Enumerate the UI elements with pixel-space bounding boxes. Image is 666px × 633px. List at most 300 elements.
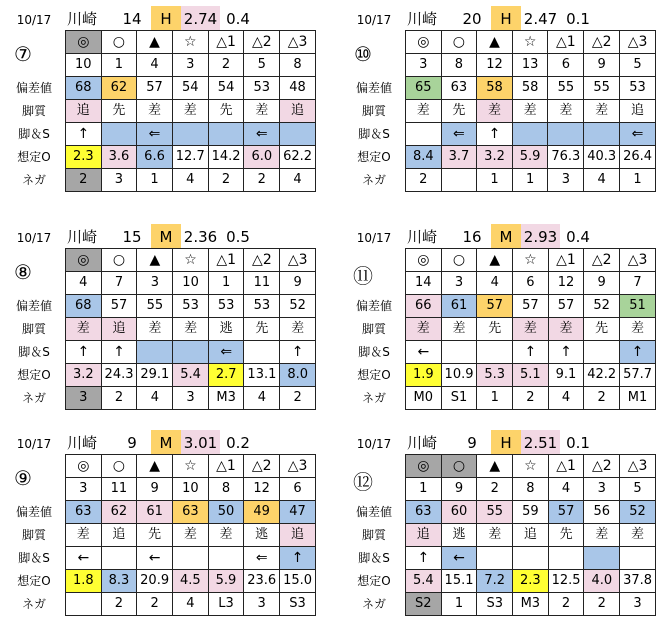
negative-cell: 1 (620, 169, 656, 192)
running-style-cell: 差 (513, 318, 549, 341)
running-style-cell: 先 (137, 524, 173, 547)
speed-arrow-cell: ← (406, 341, 442, 364)
grid-row-marks (406, 455, 656, 478)
expected-odds-cell: 5.3 (477, 364, 513, 387)
grid-row-odds (406, 146, 656, 169)
track-name: 川崎 (406, 434, 437, 452)
expected-odds-cell: 5.9 (208, 570, 244, 593)
running-style-cell: 差 (244, 100, 280, 123)
grid-row-dev (66, 295, 316, 318)
negative-cell: 2 (280, 387, 316, 410)
pace-grade: M (151, 224, 181, 248)
mark-cell: ☆ (513, 455, 549, 478)
mark-cell: ◎ (406, 249, 442, 272)
running-style-cell: 差 (137, 318, 173, 341)
row-label: 想定O (17, 150, 51, 164)
expected-odds-cell: 12.7 (172, 146, 208, 169)
negative-cell: 4 (548, 387, 584, 410)
horse-number-cell: 5 (620, 478, 656, 501)
grid-row-horses (406, 272, 656, 295)
deviation-cell: 60 (441, 501, 477, 524)
expected-odds-cell: 5.9 (512, 146, 548, 169)
index-value: 3.01 (181, 430, 220, 454)
expected-odds-cell: 62.2 (280, 146, 316, 169)
expected-odds-cell: 23.6 (244, 570, 280, 593)
horse-number-cell: 9 (584, 272, 620, 295)
track-name: 川崎 (66, 228, 97, 246)
expected-odds-cell: 12.5 (548, 570, 584, 593)
mark-cell: ○ (441, 455, 477, 478)
row-label: 偏差値 (15, 299, 52, 313)
running-style-cell: 差 (548, 100, 584, 123)
negative-cell: 2 (208, 169, 244, 192)
speed-arrow-cell (513, 547, 549, 570)
grid-row-horses (66, 272, 316, 295)
index-value: 2.74 (181, 6, 220, 30)
grid-row-nega (66, 593, 316, 616)
mark-cell: ▲ (477, 31, 513, 54)
negative-cell: 2 (406, 169, 442, 192)
row-label: 想定O (17, 574, 51, 588)
speed-arrow-cell (101, 123, 137, 146)
speed-arrow-cell: ⇐ (208, 341, 244, 364)
row-label: ネガ (21, 173, 46, 187)
horse-number-cell: 3 (406, 54, 442, 77)
negative-cell: 2 (548, 593, 584, 616)
mark-cell: ☆ (172, 31, 208, 54)
speed-arrow-cell (584, 123, 620, 146)
deviation-cell: 59 (513, 501, 549, 524)
grid-row-odds (406, 364, 656, 387)
mark-cell: ☆ (173, 249, 209, 272)
deviation-cell: 57 (548, 295, 584, 318)
horse-number-cell: 10 (66, 54, 102, 77)
horse-number-cell: 2 (477, 478, 513, 501)
row-label: 脚質 (361, 104, 386, 118)
running-style-cell: 差 (477, 100, 513, 123)
deviation-cell: 68 (66, 295, 102, 318)
race-number: ⑧ (14, 260, 32, 284)
deviation-cell: 54 (208, 77, 244, 100)
horse-number-cell: 12 (244, 478, 280, 501)
mark-cell: △1 (208, 455, 244, 478)
speed-arrow-cell: ⇐ (244, 547, 280, 570)
expected-odds-cell: 6.6 (137, 146, 173, 169)
mark-cell: ○ (441, 31, 477, 54)
speed-arrow-cell (584, 547, 620, 570)
grid-row-marks (406, 249, 656, 272)
running-style-cell: 差 (173, 318, 209, 341)
horse-number-cell: 14 (406, 272, 442, 295)
expected-odds-cell: 4.0 (584, 570, 620, 593)
speed-arrow-cell (173, 547, 209, 570)
expected-odds-cell: 42.2 (584, 364, 620, 387)
race-panel (346, 6, 656, 209)
negative-cell: 4 (280, 169, 316, 192)
negative-cell: 2 (66, 169, 102, 192)
negative-cell: 2 (101, 593, 137, 616)
speed-arrow-cell (208, 547, 244, 570)
row-label: 脚質 (21, 322, 46, 336)
negative-cell: 4 (244, 387, 280, 410)
field-size: 20 (462, 10, 482, 28)
expected-odds-cell: 13.1 (244, 364, 280, 387)
grid-row-dev (66, 501, 316, 524)
mark-cell: △2 (244, 249, 280, 272)
deviation-cell: 52 (620, 501, 656, 524)
horse-number-cell: 9 (441, 478, 477, 501)
row-label: ネガ (361, 391, 386, 405)
race-date: 10/17 (356, 231, 392, 245)
negative-cell: 3 (101, 169, 137, 192)
field-size: 9 (467, 434, 477, 452)
index-sub-value: 0.5 (226, 228, 250, 246)
speed-arrow-cell: ↑ (101, 341, 137, 364)
speed-arrow-cell (280, 123, 316, 146)
grid-row-marks (66, 31, 316, 54)
grid-row-style (406, 100, 656, 123)
grid-row-style (66, 318, 316, 341)
speed-arrow-cell (441, 341, 477, 364)
horse-number-cell: 6 (280, 478, 316, 501)
grid-row-horses (406, 478, 656, 501)
mark-cell: △2 (244, 455, 280, 478)
running-style-cell: 差 (66, 318, 102, 341)
negative-cell: 2 (584, 593, 620, 616)
negative-cell: 3 (548, 169, 584, 192)
negative-cell: 4 (173, 593, 209, 616)
deviation-cell: 66 (406, 295, 442, 318)
speed-arrow-cell (620, 547, 656, 570)
grid-row-style (66, 100, 316, 123)
grid-row-speed (66, 547, 316, 570)
running-style-cell: 差 (620, 524, 656, 547)
speed-arrow-cell: ← (66, 547, 102, 570)
mark-cell: △2 (244, 31, 280, 54)
horse-number-cell: 8 (513, 478, 549, 501)
horse-number-cell: 1 (406, 478, 442, 501)
speed-arrow-cell: ↑ (620, 341, 656, 364)
prediction-grid (405, 248, 656, 410)
mark-cell: ○ (101, 31, 137, 54)
expected-odds-cell: 14.2 (208, 146, 244, 169)
row-label: 偏差値 (15, 81, 52, 95)
negative-cell: M3 (513, 593, 549, 616)
expected-odds-cell: 3.6 (101, 146, 137, 169)
grid-row-dev (406, 501, 656, 524)
speed-arrow-cell (173, 341, 209, 364)
deviation-cell: 63 (406, 501, 442, 524)
negative-cell: 3 (244, 593, 280, 616)
deviation-cell: 58 (512, 77, 548, 100)
row-label: 脚＆S (358, 127, 390, 141)
expected-odds-cell: 7.2 (477, 570, 513, 593)
race-date: 10/17 (16, 437, 52, 451)
speed-arrow-cell: ⇐ (244, 123, 280, 146)
horse-number-cell: 9 (584, 54, 620, 77)
mark-cell: ▲ (477, 249, 513, 272)
mark-cell: △3 (280, 249, 316, 272)
horse-number-cell: 9 (137, 478, 173, 501)
field-size: 16 (462, 228, 482, 246)
negative-cell: 4 (172, 169, 208, 192)
row-label: 脚＆S (18, 551, 50, 565)
expected-odds-cell: 29.1 (137, 364, 173, 387)
mark-cell: ☆ (512, 31, 548, 54)
race-number: ⑫ (353, 470, 373, 494)
horse-number-cell: 6 (513, 272, 549, 295)
deviation-cell: 62 (101, 77, 137, 100)
running-style-cell: 逃 (441, 524, 477, 547)
mark-cell: △1 (208, 31, 244, 54)
row-label: ネガ (21, 391, 46, 405)
negative-cell: L3 (208, 593, 244, 616)
deviation-cell: 57 (137, 77, 173, 100)
speed-arrow-cell: ↑ (280, 341, 316, 364)
grid-row-odds (406, 570, 656, 593)
speed-arrow-cell: ↑ (66, 341, 102, 364)
row-label: 脚＆S (358, 551, 390, 565)
negative-cell: 1 (137, 169, 173, 192)
grid-row-marks (66, 249, 316, 272)
negative-cell: 2 (244, 169, 280, 192)
expected-odds-cell: 1.9 (406, 364, 442, 387)
negative-cell: 2 (513, 387, 549, 410)
grid-row-speed (406, 123, 656, 146)
deviation-cell: 54 (172, 77, 208, 100)
running-style-cell: 差 (512, 100, 548, 123)
negative-cell: 2 (584, 387, 620, 410)
deviation-cell: 57 (548, 501, 584, 524)
negative-cell: M0 (406, 387, 442, 410)
horse-number-cell: 8 (208, 478, 244, 501)
running-style-cell: 差 (477, 524, 513, 547)
expected-odds-cell: 5.4 (173, 364, 209, 387)
running-style-cell: 差 (620, 318, 656, 341)
negative-cell: 4 (137, 387, 173, 410)
negative-cell: 1 (477, 169, 513, 192)
deviation-cell: 50 (208, 501, 244, 524)
expected-odds-cell: 24.3 (101, 364, 137, 387)
speed-arrow-cell: ↑ (513, 341, 549, 364)
running-style-cell: 差 (173, 524, 209, 547)
speed-arrow-cell: ↑ (66, 123, 102, 146)
mark-cell: ◎ (406, 455, 442, 478)
horse-number-cell: 12 (548, 272, 584, 295)
running-style-cell: 先 (584, 318, 620, 341)
mark-cell: △1 (548, 249, 584, 272)
horse-number-cell: 1 (208, 272, 244, 295)
running-style-cell: 追 (406, 524, 442, 547)
deviation-cell: 58 (477, 77, 513, 100)
negative-cell: S1 (441, 387, 477, 410)
race-header (346, 224, 656, 248)
negative-cell: M3 (208, 387, 244, 410)
negative-cell: 1 (512, 169, 548, 192)
mark-cell: △2 (584, 455, 620, 478)
deviation-cell: 63 (441, 77, 477, 100)
horse-number-cell: 8 (280, 54, 316, 77)
horse-number-cell: 1 (101, 54, 137, 77)
race-panel (6, 430, 316, 633)
speed-arrow-cell: ⇐ (441, 123, 477, 146)
track-name: 川崎 (406, 10, 437, 28)
expected-odds-cell: 5.4 (406, 570, 442, 593)
grid-row-dev (406, 77, 656, 100)
mark-cell: △3 (280, 455, 316, 478)
horse-number-cell: 8 (441, 54, 477, 77)
row-label: 想定O (357, 574, 391, 588)
track-name: 川崎 (406, 228, 437, 246)
speed-arrow-cell (477, 547, 513, 570)
pace-grade: H (151, 6, 181, 30)
deviation-cell: 53 (173, 295, 209, 318)
speed-arrow-cell (548, 547, 584, 570)
speed-arrow-cell: ↑ (406, 547, 442, 570)
race-panel (346, 430, 656, 633)
speed-arrow-cell (172, 123, 208, 146)
running-style-cell: 追 (101, 524, 137, 547)
deviation-cell: 47 (280, 501, 316, 524)
negative-cell: S3 (477, 593, 513, 616)
expected-odds-cell: 8.3 (101, 570, 137, 593)
horse-number-cell: 4 (137, 54, 173, 77)
pace-grade: H (491, 6, 521, 30)
index-sub-value: 0.4 (226, 10, 250, 28)
race-header (6, 6, 316, 30)
horse-number-cell: 3 (172, 54, 208, 77)
row-label: ネガ (361, 597, 386, 611)
grid-row-nega (66, 387, 316, 410)
mark-cell: ◎ (66, 31, 102, 54)
deviation-cell: 57 (513, 295, 549, 318)
field-size: 9 (127, 434, 137, 452)
expected-odds-cell: 3.2 (477, 146, 513, 169)
horse-number-cell: 13 (512, 54, 548, 77)
row-label: 脚質 (361, 528, 386, 542)
race-number: ⑩ (354, 42, 372, 66)
row-label: 脚質 (21, 528, 46, 542)
running-style-cell: 差 (208, 524, 244, 547)
index-sub-value: 0.2 (226, 434, 250, 452)
negative-cell: 3 (66, 387, 102, 410)
deviation-cell: 52 (584, 295, 620, 318)
expected-odds-cell: 3.7 (441, 146, 477, 169)
deviation-cell: 63 (66, 501, 102, 524)
speed-arrow-cell: ↑ (548, 341, 584, 364)
horse-number-cell: 12 (477, 54, 513, 77)
grid-row-marks (406, 31, 656, 54)
index-value: 2.93 (521, 224, 560, 248)
negative-cell: 1 (441, 593, 477, 616)
row-label: 想定O (357, 150, 391, 164)
row-label: ネガ (21, 597, 46, 611)
grid-row-odds (66, 364, 316, 387)
negative-cell: 3 (173, 387, 209, 410)
negative-cell: 4 (584, 169, 620, 192)
expected-odds-cell: 8.4 (406, 146, 442, 169)
expected-odds-cell: 8.0 (280, 364, 316, 387)
grid-row-horses (406, 54, 656, 77)
speed-arrow-cell (137, 341, 173, 364)
row-label: 想定O (17, 368, 51, 382)
expected-odds-cell: 9.1 (548, 364, 584, 387)
row-label: 想定O (357, 368, 391, 382)
mark-cell: ▲ (137, 455, 173, 478)
grid-row-nega (66, 169, 316, 192)
deviation-cell: 57 (101, 295, 137, 318)
expected-odds-cell: 5.1 (513, 364, 549, 387)
grid-row-horses (66, 478, 316, 501)
running-style-cell: 差 (172, 100, 208, 123)
negative-cell: S3 (280, 593, 316, 616)
running-style-cell: 差 (406, 318, 442, 341)
deviation-cell: 57 (477, 295, 513, 318)
race-number: ⑪ (353, 264, 373, 288)
grid-row-speed (406, 547, 656, 570)
horse-number-cell: 5 (244, 54, 280, 77)
expected-odds-cell: 40.3 (584, 146, 620, 169)
prediction-grid (405, 454, 656, 616)
horse-number-cell: 9 (280, 272, 316, 295)
speed-arrow-cell: ⇐ (620, 123, 656, 146)
expected-odds-cell: 3.2 (66, 364, 102, 387)
mark-cell: ▲ (137, 249, 173, 272)
running-style-cell: 差 (406, 100, 442, 123)
row-label: 脚＆S (18, 345, 50, 359)
running-style-cell: 追 (101, 318, 137, 341)
speed-arrow-cell (512, 123, 548, 146)
field-size: 15 (122, 228, 142, 246)
row-label: 脚質 (361, 322, 386, 336)
negative-cell: 3 (620, 593, 656, 616)
prediction-grid (405, 30, 656, 192)
index-sub-value: 0.1 (566, 434, 590, 452)
mark-cell: ☆ (513, 249, 549, 272)
mark-cell: ▲ (137, 31, 173, 54)
pace-grade: H (491, 430, 521, 454)
horse-number-cell: 5 (620, 54, 656, 77)
deviation-cell: 55 (548, 77, 584, 100)
horse-number-cell: 3 (137, 272, 173, 295)
negative-cell (66, 593, 102, 616)
grid-row-style (66, 524, 316, 547)
horse-number-cell: 6 (548, 54, 584, 77)
horse-number-cell: 7 (620, 272, 656, 295)
speed-arrow-cell (584, 341, 620, 364)
running-style-cell: 先 (208, 100, 244, 123)
race-date: 10/17 (356, 13, 392, 27)
pace-grade: M (491, 224, 521, 248)
speed-arrow-cell: ↑ (280, 547, 316, 570)
track-name: 川崎 (66, 10, 97, 28)
grid-row-horses (66, 54, 316, 77)
deviation-cell: 52 (280, 295, 316, 318)
negative-cell (441, 169, 477, 192)
pace-grade: M (151, 430, 181, 454)
horse-number-cell: 10 (173, 478, 209, 501)
horse-number-cell: 3 (584, 478, 620, 501)
expected-odds-cell: 4.5 (173, 570, 209, 593)
deviation-cell: 65 (406, 77, 442, 100)
row-label: 脚＆S (18, 127, 50, 141)
race-number: ⑨ (14, 466, 32, 490)
expected-odds-cell: 26.4 (620, 146, 656, 169)
race-date: 10/17 (356, 437, 392, 451)
mark-cell: △3 (620, 31, 656, 54)
expected-odds-cell: 2.3 (513, 570, 549, 593)
prediction-grid (65, 454, 316, 616)
